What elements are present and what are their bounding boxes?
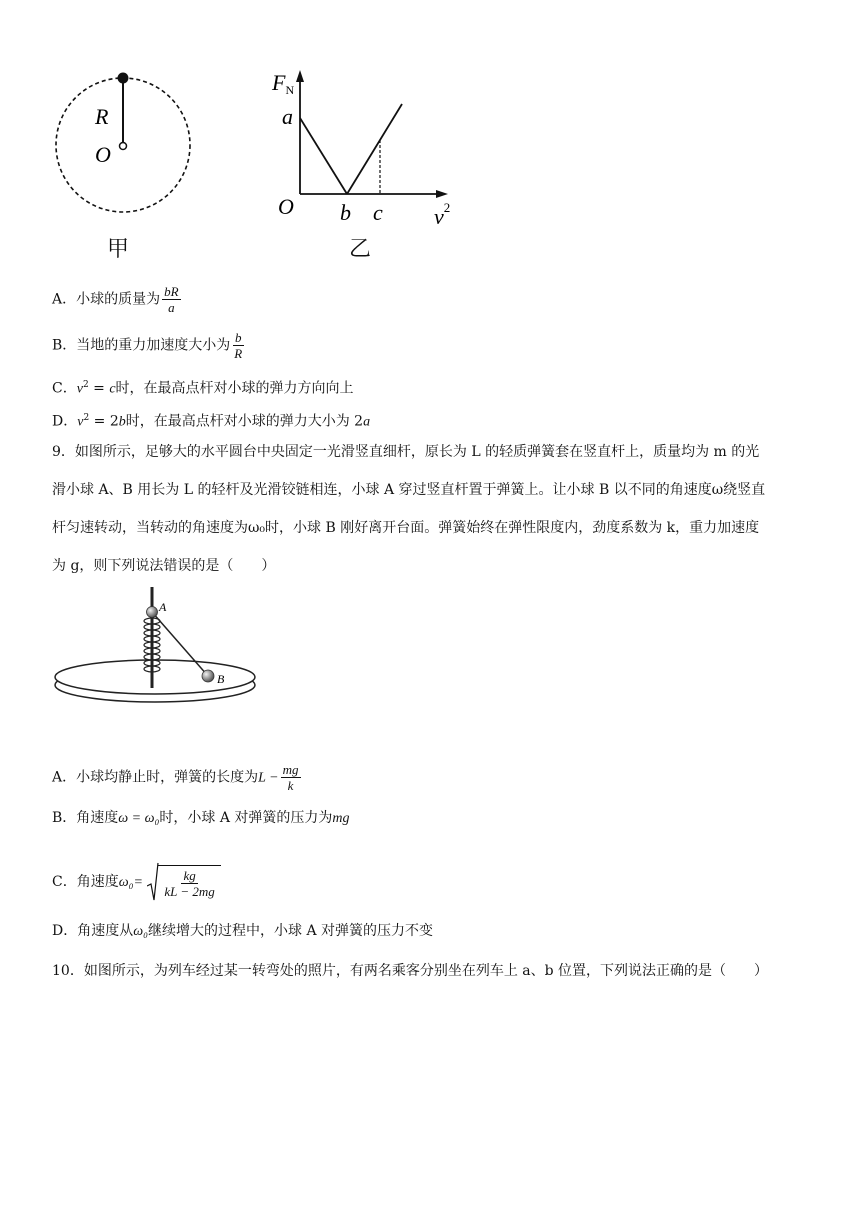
sqrt-expression — [147, 862, 222, 902]
label-O: O — [95, 142, 111, 167]
q9-option-c: C．角速度ω₀= $\frac{kg}{kL - 2mg}$ — [52, 862, 223, 902]
y-axis-arrow — [296, 70, 304, 82]
figure-q9-turntable — [50, 585, 265, 715]
q9-stem-line-2: 滑小球 A、B 用长为 L 的轻杆及光滑铰链相连，小球 A 穿过竖直杆置于弹簧上。让小球 B 以不同的角速度ω绕竖直 — [52, 482, 766, 498]
q8-option-d: D．$v^2 = 2b$时，在最高点杆对小球的弹力大小为 2a — [52, 413, 371, 430]
pivot — [120, 143, 127, 150]
q10-stem-line-1: 10．如图所示，为列车经过某一转弯处的照片，有两名乘客分别坐在列车上 a、b 位置，下列说法正确的是（ ） — [52, 963, 769, 979]
ball-a — [147, 607, 158, 618]
caption-jia: 甲 — [107, 237, 130, 262]
q8-option-a: A．小球的质量为 $\frac{bR}{a}$ — [52, 284, 179, 315]
label-origin: O — [278, 194, 294, 219]
q9-stem-line-3: 杆匀速转动，当转动的角速度为ω₀时，小球 B 刚好离开台面。弹簧始终在弹性限度内，劲度系数为 k，重力加速度 — [52, 520, 760, 536]
label-R: R — [95, 104, 109, 129]
q9-option-b: B．角速度ω = ω₀时，小球 A 对弹簧的压力为mg — [52, 810, 350, 826]
label-a: a — [282, 104, 293, 129]
graph-line-decreasing — [300, 118, 347, 194]
caption-yi: 乙 — [349, 237, 372, 262]
fraction: $\frac{b}{R}$ — [234, 330, 243, 361]
ball-b — [202, 670, 214, 682]
turntable-top — [55, 660, 255, 694]
y-axis-label: FN — [272, 70, 295, 97]
fraction: $\frac{kg}{kL - 2mg}$ — [158, 865, 220, 899]
q9-option-a: A．小球均静止时，弹簧的长度为L − $\frac{mg}{k}$ — [52, 762, 299, 793]
label-c: c — [373, 200, 383, 225]
q9-stem-line-1: 9．如图所示，足够大的水平圆台中央固定一光滑竖直细杆，原长为 L 的轻质弹簧套在竖直杆上，质量均为 m 的光 — [52, 444, 760, 460]
x-axis-arrow — [436, 190, 448, 198]
q8-option-c: C．$v^2 = c$时，在最高点杆对小球的弹力方向向上 — [52, 380, 354, 397]
fraction: $\frac{bR}{a}$ — [164, 284, 179, 315]
figure-yi — [270, 62, 480, 232]
x-axis-label: $v^2$ — [434, 200, 451, 229]
fraction: $\frac{mg}{k}$ — [282, 762, 299, 793]
q9-option-d: D．角速度从ω₀继续增大的过程中，小球 A 对弹簧的压力不变 — [52, 923, 434, 939]
ball — [118, 73, 129, 84]
q9-stem-line-4: 为 g，则下列说法错误的是（ ） — [52, 558, 276, 574]
graph-line-increasing — [347, 104, 402, 194]
q8-option-b: B．当地的重力加速度大小为 $\frac{b}{R}$ — [52, 330, 243, 361]
label-ball-a: A — [159, 600, 167, 614]
label-ball-b: B — [217, 672, 225, 686]
label-b: b — [340, 200, 351, 225]
